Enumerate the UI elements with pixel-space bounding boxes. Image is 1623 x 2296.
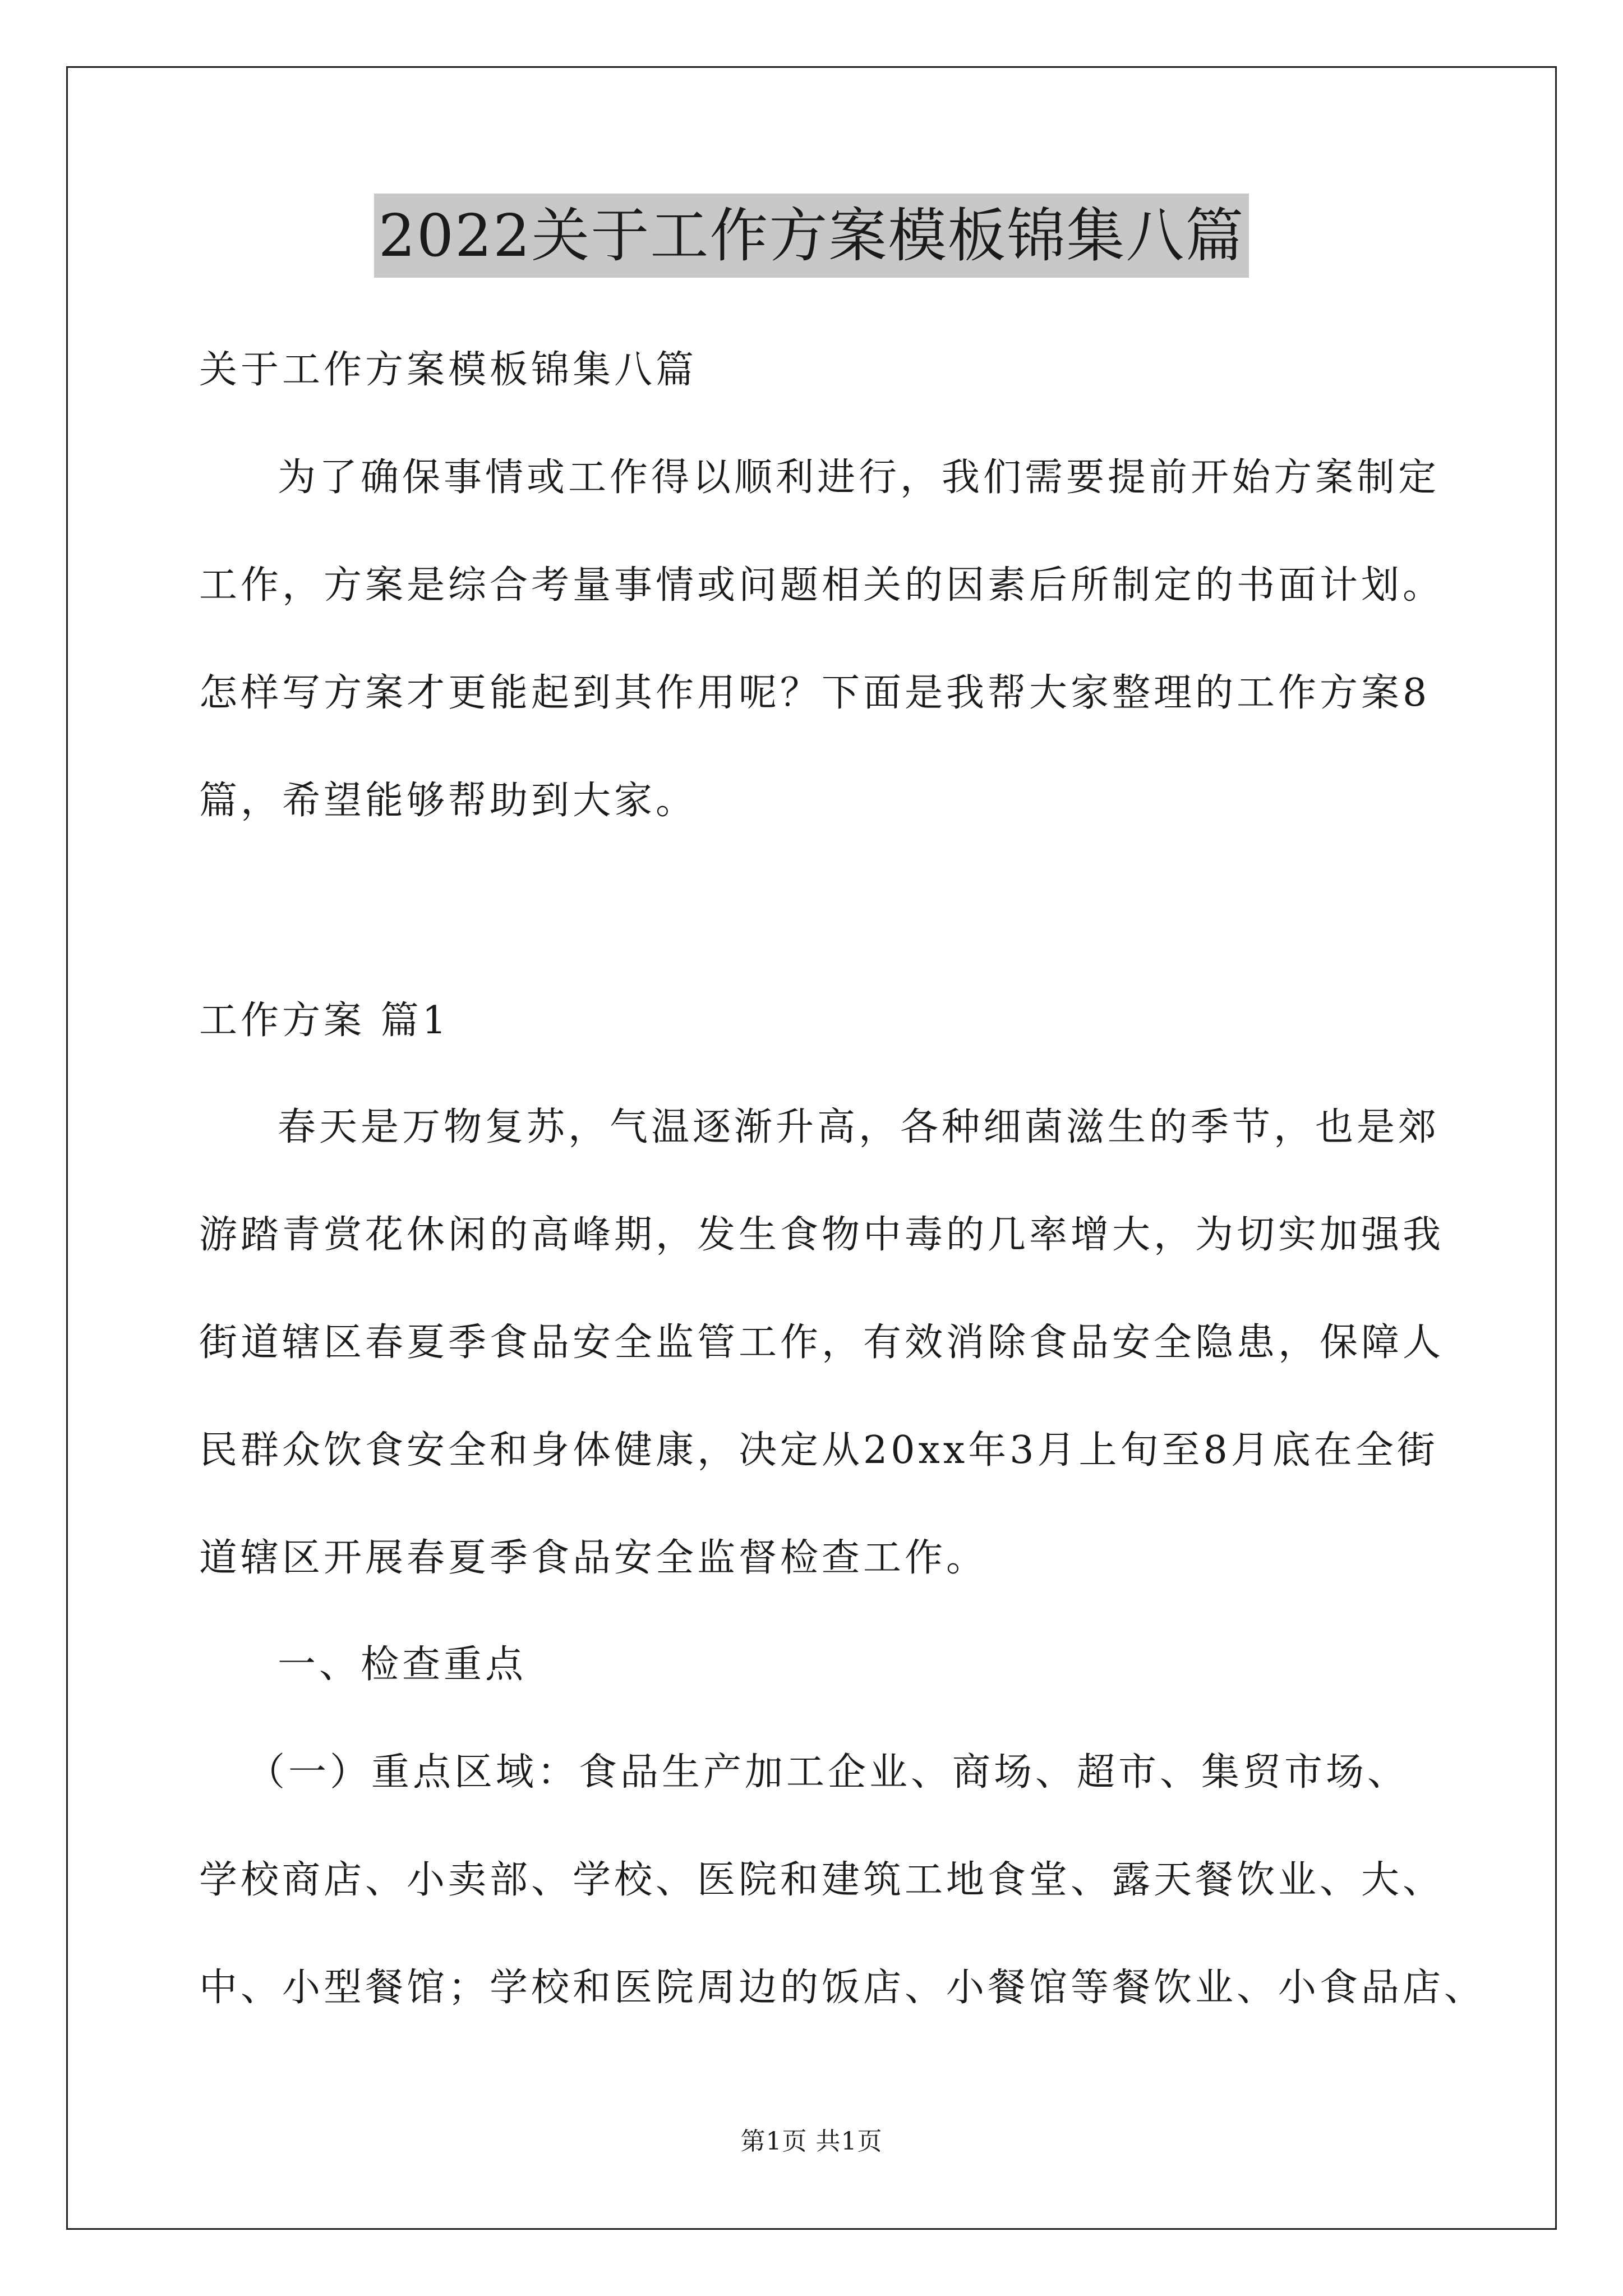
section-heading: 工作方案 篇1 [199, 999, 450, 1043]
paragraph-line: 民群众饮食安全和身体健康，决定从20xx年3月上旬至8月底在全街 [199, 1428, 1438, 1473]
title-container [0, 194, 1623, 278]
intro-line: 为了确保事情或工作得以顺利进行，我们需要提前开始方案制定 [278, 455, 1440, 500]
intro-line: 篇，希望能够帮助到大家。 [199, 779, 698, 823]
paragraph-line: 游踏青赏花休闲的高峰期，发生食物中毒的几率增大，为切实加强我 [199, 1213, 1445, 1257]
paragraph-line: 春天是万物复苏，气温逐渐升高，各种细菌滋生的季节，也是郊 [278, 1105, 1440, 1149]
item-line: 中、小型餐馆；学校和医院周边的饭店、小餐馆等餐饮业、小食品店、 [199, 1966, 1486, 2010]
page-footer: 第1页 共1页 [740, 2127, 883, 2156]
paragraph-line: 街道辖区春夏季食品安全监管工作，有效消除食品安全隐患，保障人 [199, 1320, 1445, 1365]
item-heading: 一、检查重点 [278, 1642, 527, 1687]
document-subtitle: 关于工作方案模板锦集八篇 [199, 348, 698, 392]
intro-line: 怎样写方案才更能起到其作用呢？下面是我帮大家整理的工作方案8 [199, 671, 1431, 715]
document-title: 2022关于工作方案模板锦集八篇 [374, 194, 1249, 278]
intro-line: 工作，方案是综合考量事情或问题相关的因素后所制定的书面计划。 [199, 563, 1445, 608]
item-line: （一）重点区域：食品生产加工企业、商场、超市、集贸市场、 [247, 1750, 1409, 1795]
item-line: 学校商店、小卖部、学校、医院和建筑工地食堂、露天餐饮业、大、 [199, 1858, 1445, 1902]
paragraph-line: 道辖区开展春夏季食品安全监督检查工作。 [199, 1536, 988, 1580]
